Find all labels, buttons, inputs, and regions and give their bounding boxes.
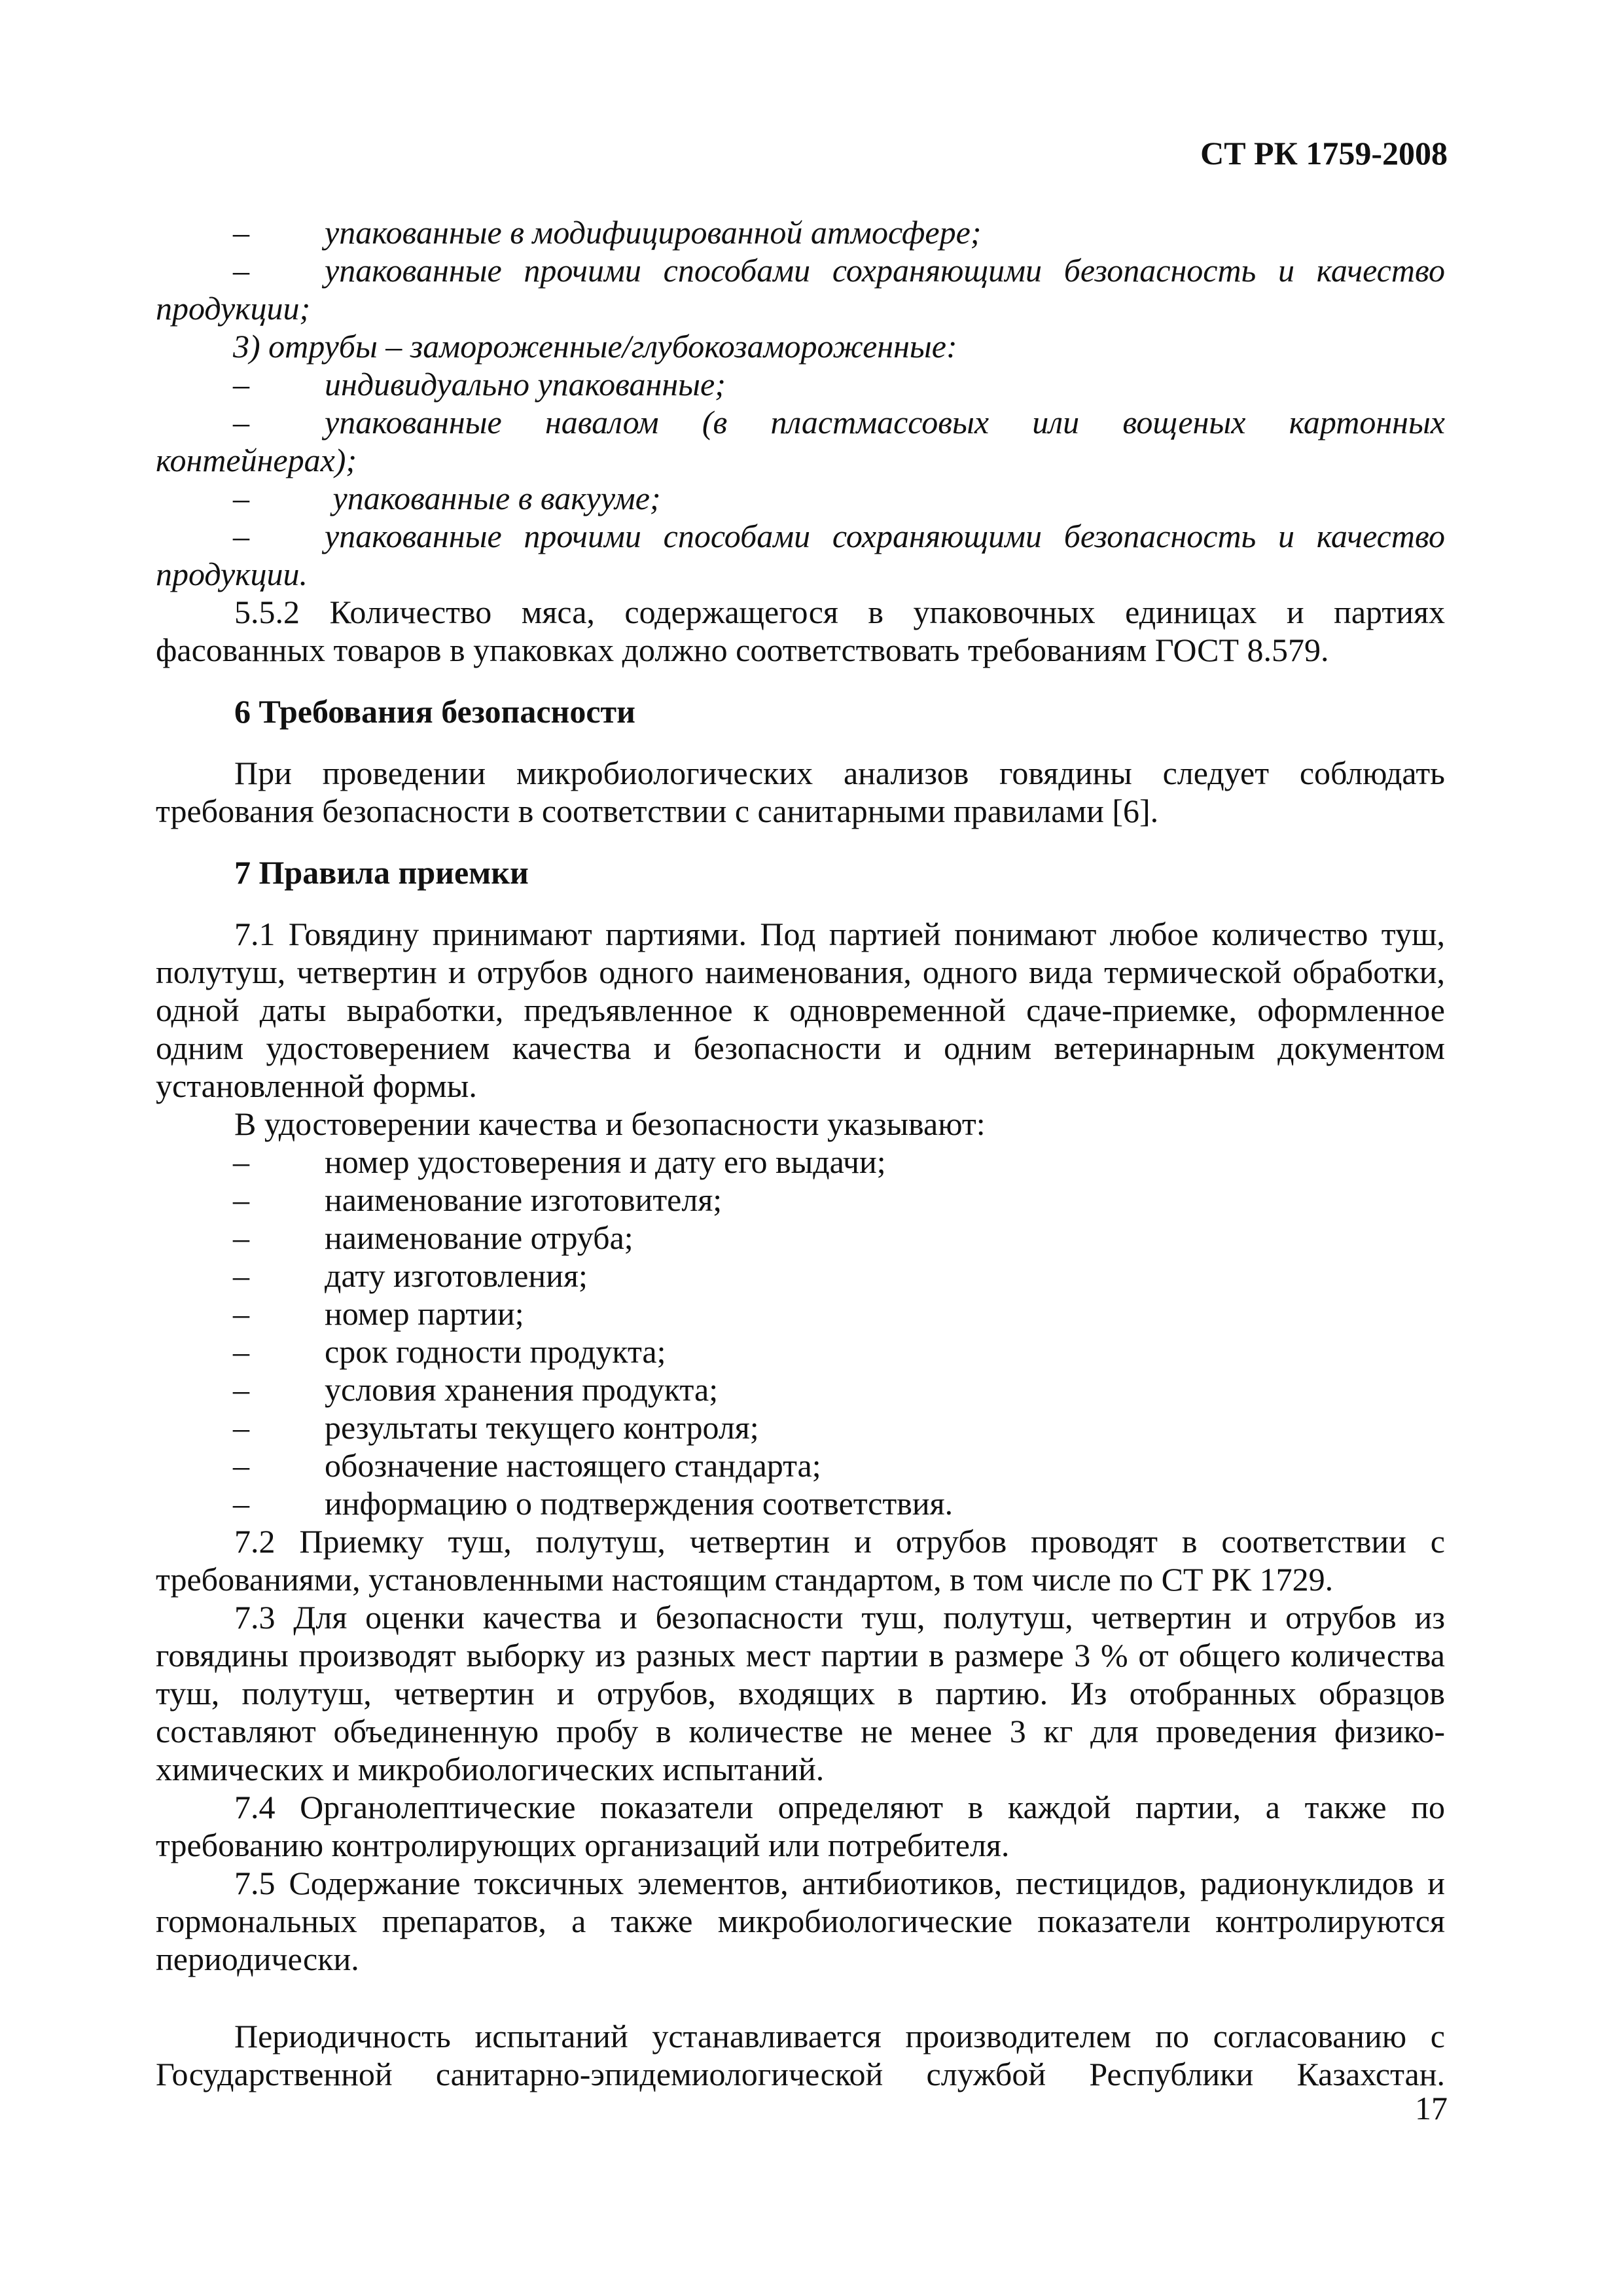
list-item (156, 213, 1445, 251)
spacer (156, 1978, 1445, 2017)
list-item-text: результаты текущего контроля; (325, 1409, 759, 1446)
list-item (156, 365, 1445, 403)
list-item-text: наименование отруба; (325, 1219, 633, 1256)
list-item-text: упакованные прочими способами сохраняющими безопасность и качество (325, 518, 1445, 554)
list-item-text: информацию о подтверждения соответствия. (325, 1485, 954, 1522)
dash-marker: – (233, 214, 249, 251)
list-item-text: условия хранения продукта; (325, 1371, 719, 1408)
list-item-text: упакованные в модифицированной атмосфере; (325, 214, 982, 251)
dash-marker: – (233, 1181, 249, 1218)
dash-marker: – (233, 1371, 249, 1408)
list-item (156, 251, 1445, 327)
dash-marker: – (233, 1409, 249, 1446)
dash-marker: – (233, 1219, 249, 1256)
list-item-text: упакованные прочими способами сохраняющими безопасность и качество (325, 252, 1445, 289)
paragraph-7-3: 7.3 Для оценки качества и безопасности туш, полутуш, четвертин и отрубов из говядины производят выборку из разных мест партии в размере 3 % от общего количества туш, полутуш, четвертин и отрубов, входящих в партию. Из отобранных образцов составляют объединенную пробу в количестве не менее 3 кг для проведения физико-химических и микробиологических испытаний. (156, 1599, 1445, 1787)
dash-marker: – (233, 1257, 249, 1294)
certificate-intro: В удостоверении качества и безопасности указывают: (234, 1105, 986, 1142)
list-item (156, 1143, 1445, 1181)
list-item (156, 479, 1445, 517)
dash-marker: – (233, 1333, 249, 1370)
list-item (156, 1295, 1445, 1333)
list-item (156, 1219, 1445, 1257)
dash-marker: – (233, 366, 249, 403)
section-6-title: 6 Требования безопасности (234, 693, 635, 730)
list-item (156, 403, 1445, 479)
periodicity-paragraph: Периодичность испытаний устанавливается производителем по согласованию с Государственной санитарно-эпидемиологической службой Республики Казахстан. (156, 2018, 1445, 2092)
list-item (156, 1333, 1445, 1371)
list-item (156, 1446, 1445, 1484)
section-6-text: При проведении микробиологических анализов говядины следует соблюдать требования безопасности в соответствии с санитарными правилами [6]. (156, 755, 1445, 829)
list-item-text: номер удостоверения и дату его выдачи; (325, 1143, 886, 1180)
paragraph-5-5-2: 5.5.2 Количество мяса, содержащегося в упаковочных единицах и партиях фасованных товаров в упаковках должно соответствовать требованиям ГОСТ 8.579. (156, 594, 1445, 668)
subheading: 3) отрубы – замороженные/глубокозамороженные: (233, 328, 957, 365)
list-item (156, 1371, 1445, 1408)
list-item-text: срок годности продукта; (325, 1333, 666, 1370)
dash-marker: – (233, 518, 249, 554)
list-item-text: упакованные в вакууме; (325, 480, 661, 516)
list-item-text: номер партии; (325, 1295, 524, 1332)
packaging-list (156, 213, 1445, 593)
dash-marker: – (233, 1447, 249, 1484)
paragraph-7-4: 7.4 Органолептические показатели определяют в каждой партии, а также по требованию контролирующих организаций или потребителя. (156, 1789, 1445, 1863)
paragraph-7-1: 7.1 Говядину принимают партиями. Под партией понимают любое количество туш, полутуш, четвертин и отрубов одного наименования, одного вида термической обработки, одной даты выработки, предъявленное к одновременной сдаче-приемке, оформленное одним удостоверением качества и безопасности и одним ветеринарным документом установленной формы. (156, 916, 1445, 1104)
paragraph-7-5: 7.5 Содержание токсичных элементов, антибиотиков, пестицидов, радионуклидов и гормональных препаратов, а также микробиологические показатели контролируются периодически. (156, 1865, 1445, 1977)
list-item (156, 1484, 1445, 1522)
document-code: СТ РК 1759-2008 (1200, 135, 1448, 171)
list-item-continuation: контейнерах); (156, 442, 357, 478)
list-item-text: обозначение настоящего стандарта; (325, 1447, 821, 1484)
dash-marker: – (233, 480, 249, 516)
list-item (156, 1257, 1445, 1295)
list-item-continuation: продукции. (156, 556, 308, 592)
dash-marker: – (233, 1143, 249, 1180)
certificate-list (156, 1143, 1445, 1522)
list-item (156, 517, 1445, 593)
page-number: 17 (1415, 2090, 1448, 2126)
page-body (156, 213, 1445, 2093)
dash-marker: – (233, 1485, 249, 1522)
dash-marker: – (233, 252, 249, 289)
list-item-text: упакованные навалом (в пластмассовых или вощеных картонных (325, 404, 1445, 440)
section-7-title: 7 Правила приемки (234, 854, 529, 891)
list-item-text: индивидуально упакованные; (325, 366, 726, 403)
list-item (156, 1408, 1445, 1446)
dash-marker: – (233, 1295, 249, 1332)
list-item-text: дату изготовления; (325, 1257, 588, 1294)
list-item (156, 1181, 1445, 1219)
dash-marker: – (233, 404, 249, 440)
list-item-continuation: продукции; (156, 290, 311, 327)
list-item-text: наименование изготовителя; (325, 1181, 722, 1218)
paragraph-7-2: 7.2 Приемку туш, полутуш, четвертин и отрубов проводят в соответствии с требованиями, установленными настоящим стандартом, в том числе по СТ РК 1729. (156, 1523, 1445, 1598)
